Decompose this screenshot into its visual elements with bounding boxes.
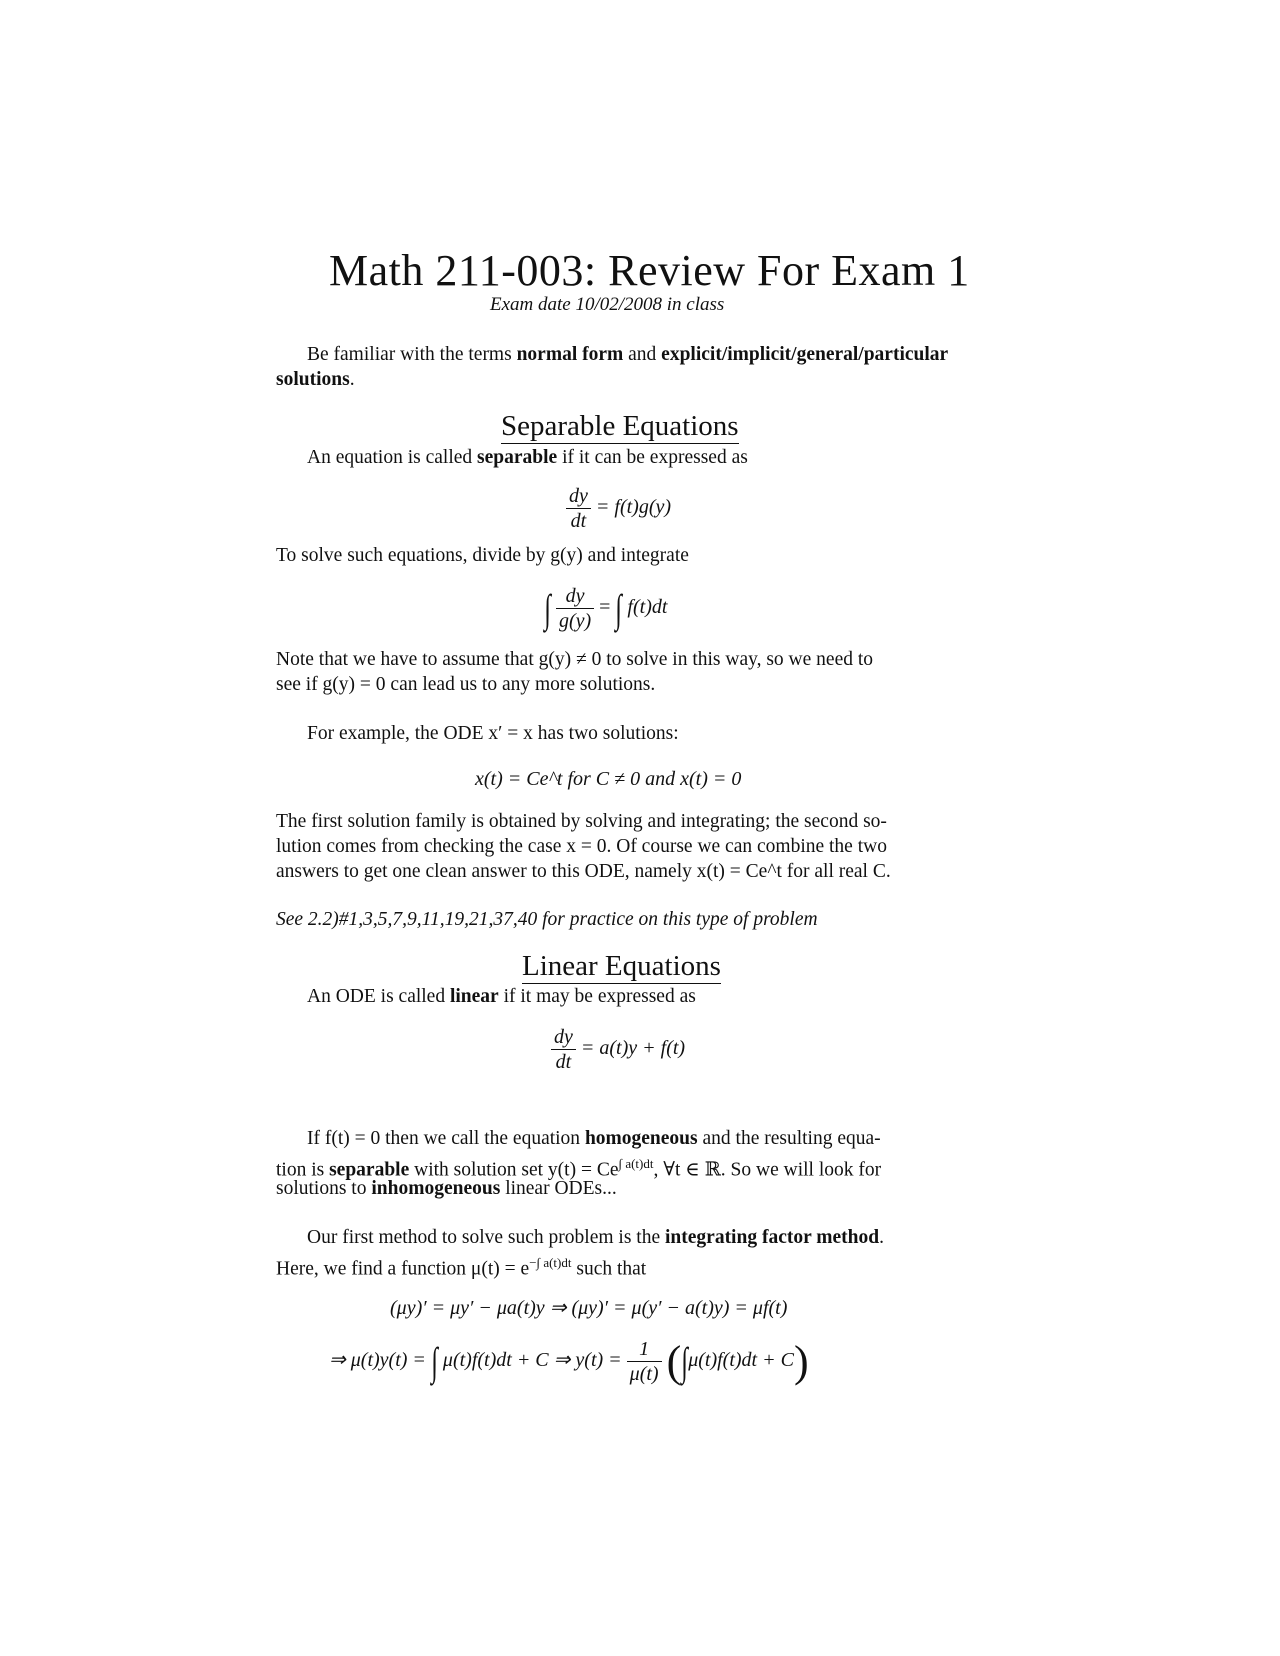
equation-separable-integral: ∫ $\frac{dy}{g(y)}$ = ∫ f(t)dt — [544, 585, 668, 632]
integrating-factor-line-1: Our first method to solve such problem is the integrating factor method. — [307, 1227, 884, 1248]
term-inhomogeneous: inhomogeneous — [371, 1178, 501, 1199]
section-heading-separable: Separable Equations — [501, 410, 739, 442]
separable-note-line-1: Note that we have to assume that g(y) ≠ 0 to solve in this way, so we need to — [276, 649, 874, 670]
term-homogeneous: homogeneous — [584, 1128, 698, 1149]
equation-example-solutions: x(t) = Ce^t for C ≠ 0 and x(t) = 0 — [475, 768, 742, 790]
section-heading-linear: Linear Equations — [522, 950, 721, 982]
equation-separable-form: $\frac{dy}{dt}$ = f(t)g(y) — [566, 484, 671, 533]
homogeneous-line-1: If f(t) = 0 then we call the equation homogeneous and the resulting equa- — [307, 1128, 881, 1149]
term-separable-2: separable — [329, 1159, 410, 1181]
homogeneous-line-3: solutions to inhomogeneous linear ODEs... — [276, 1178, 617, 1199]
separable-definition: An equation is called separable if it can be expressed as — [307, 447, 748, 468]
separable-example: For example, the ODE x′ = x has two solutions: — [307, 723, 679, 744]
separable-explanation-line-3: answers to get one clean answer to this ODE, namely x(t) = Ce^t for all real C. — [276, 861, 891, 882]
equation-integrating-factor-1: (μy)′ = μy′ − μa(t)y ⇒ (μy)′ = μ(y′ − a(t)y) = μf(t) — [390, 1297, 788, 1319]
term-normal-form: normal form — [516, 344, 624, 365]
equation-linear-form: $\frac{dy}{dt}$ = a(t)y + f(t) — [551, 1025, 685, 1074]
intro-line-2: solutions. — [276, 369, 355, 390]
separable-note-line-2: see if g(y) = 0 can lead us to any more solutions. — [276, 674, 656, 695]
page-title: Math 211-003: Review For Exam 1 — [329, 246, 970, 295]
separable-solve-instruction: To solve such equations, divide by g(y) and integrate — [276, 545, 689, 566]
term-solutions-types: explicit/implicit/general/particular — [661, 344, 949, 365]
separable-explanation-line-2: lution comes from checking the case x = 0. Of course we can combine the two — [276, 836, 887, 857]
exam-date-subtitle: Exam date 10/02/2008 in class — [490, 294, 725, 315]
homogeneous-line-2: tion is separable with solution set $y(t) = Ce^{\int a(t)dt}$, ∀t ∈ ℝ. So we will look for — [276, 1156, 882, 1181]
integrating-factor-line-2: Here, we find a function $\mu(t) = e^{-\int a(t)dt}$ such that — [276, 1255, 647, 1280]
separable-practice-note: See 2.2)#1,3,5,7,9,11,19,21,37,40 for practice on this type of problem — [276, 909, 818, 930]
term-separable: separable — [477, 447, 558, 468]
intro-line-1: Be familiar with the terms normal form and explicit/implicit/general/particular — [307, 344, 949, 365]
term-linear: linear — [449, 986, 499, 1007]
term-integrating-factor-method: integrating factor method — [665, 1227, 880, 1248]
equation-integrating-factor-2: ⇒ μ(t)y(t) = ∫ μ(t)f(t)dt + C ⇒ y(t) = $\frac{1}{\mu(t)}$ (∫μ(t)f(t)dt + C) — [329, 1337, 809, 1386]
linear-definition: An ODE is called linear if it may be expressed as — [307, 986, 696, 1007]
separable-explanation-line-1: The first solution family is obtained by solving and integrating; the second so- — [276, 811, 887, 832]
